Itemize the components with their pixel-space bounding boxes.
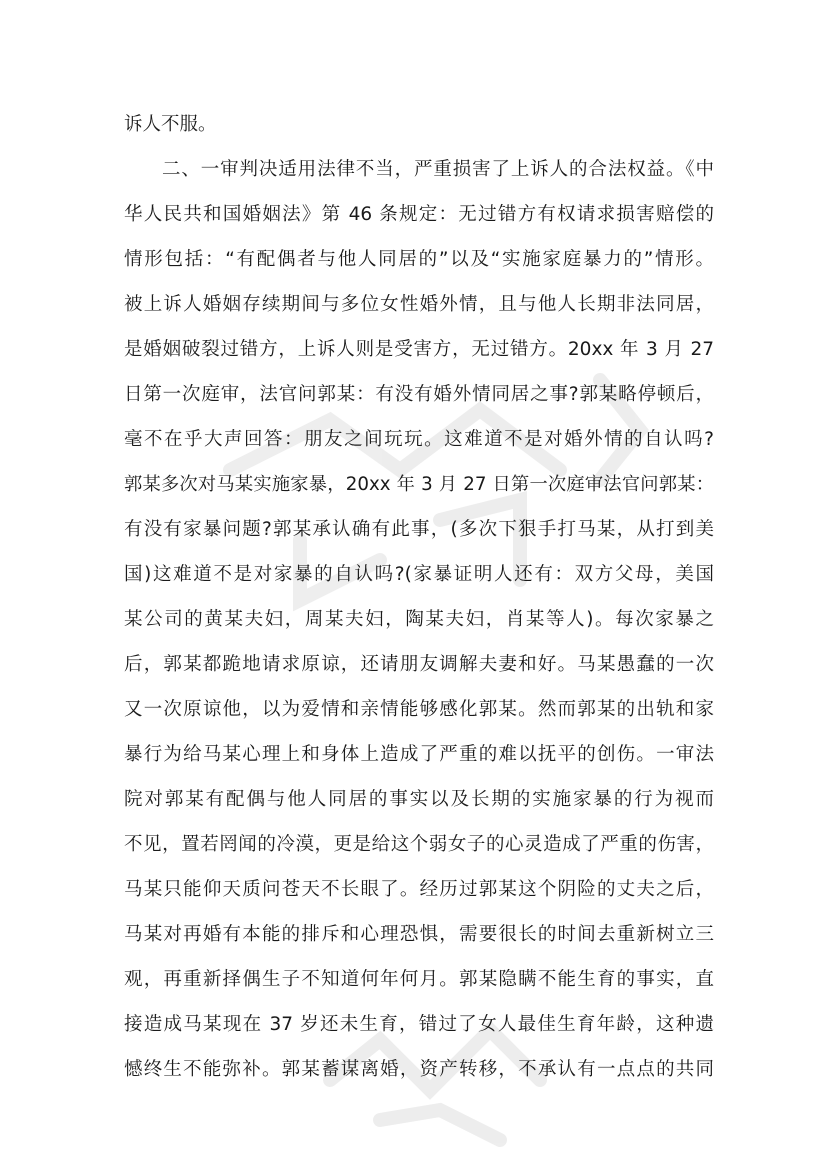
- text-line: 接造成马某现在 37 岁还未生育，错过了女人最佳生育年龄，这种遗: [124, 1014, 714, 1035]
- text-line: 不见，置若罔闻的冷漠，更是给这个弱女子的心灵造成了严重的伤害，: [124, 834, 714, 855]
- watermark-stroke: [380, 1110, 500, 1140]
- text-line: 院对郭某有配偶与他人同居的事实以及长期的实施家暴的行为视而: [124, 789, 714, 810]
- text-line: 华人民共和国婚姻法》第 46 条规定：无过错方有权请求损害赔偿的: [124, 204, 714, 225]
- text-line: 情形包括：“有配偶者与他人同居的”以及“实施家庭暴力的”情形。: [124, 249, 714, 270]
- text-line: 被上诉人婚姻存续期间与多位女性婚外情，且与他人长期非法同居，: [124, 294, 714, 315]
- text-line: 诉人不服。: [124, 114, 217, 135]
- text-line: 后，郭某都跪地请求原谅，还请朋友调解夫妻和好。马某愚蠢的一次: [124, 654, 714, 675]
- text-line: 郭某多次对马某实施家暴，20xx 年 3 月 27 日第一次庭审法官问郭某：: [124, 474, 714, 495]
- text-line: 是婚姻破裂过错方，上诉人则是受害方，无过错方。20xx 年 3 月 27: [124, 339, 714, 360]
- text-line: 观，再重新择偶生子不知道何年何月。郭某隐瞒不能生育的事实，直: [124, 969, 714, 990]
- text-line: 又一次原谅他，以为爱情和亲情能够感化郭某。然而郭某的出轨和家: [124, 699, 714, 720]
- text-line: 马某只能仰天质问苍天不长眼了。经历过郭某这个阴险的丈夫之后，: [124, 879, 714, 900]
- text-line: 毫不在乎大声回答：朋友之间玩玩。这难道不是对婚外情的自认吗?: [124, 429, 714, 450]
- text-line: 憾终生不能弥补。郭某蓄谋离婚，资产转移，不承认有一点点的共同: [124, 1059, 714, 1080]
- text-line: 暴行为给马某心理上和身体上造成了严重的难以抚平的创伤。一审法: [124, 744, 714, 765]
- text-line: 二、一审判决适用法律不当，严重损害了上诉人的合法权益。《中: [162, 159, 714, 180]
- text-line: 马某对再婚有本能的排斥和心理恐惧，需要很长的时间去重新树立三: [124, 924, 714, 945]
- text-line: 某公司的黄某夫妇，周某夫妇，陶某夫妇，肖某等人)。每次家暴之: [124, 609, 714, 630]
- text-line: 国)这难道不是对家暴的自认吗?(家暴证明人还有：双方父母，美国: [124, 564, 714, 585]
- text-line: 日第一次庭审，法官问郭某：有没有婚外情同居之事?郭某略停顿后，: [124, 384, 714, 405]
- document-body: [124, 102, 714, 1092]
- text-line: 有没有家暴问题?郭某承认确有此事，(多次下狠手打马某，从打到美: [124, 519, 714, 540]
